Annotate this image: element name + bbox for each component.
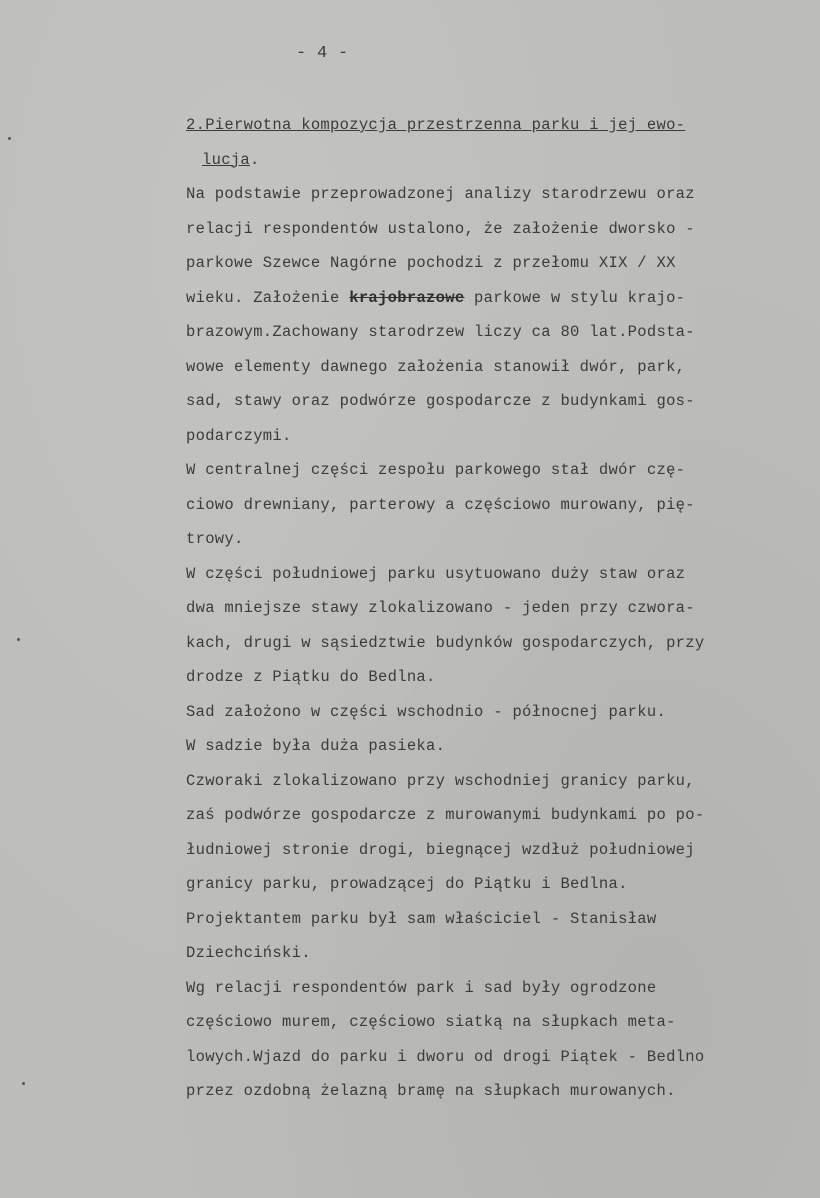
text-line: dwa mniejsze stawy zlokalizowano - jeden przy czwora- (186, 599, 695, 617)
text-line: Czworaki zlokalizowano przy wschodniej granicy parku, (186, 771, 695, 790)
text-line: W sadzie była duża pasieka. (186, 737, 446, 755)
page-number: - 4 - (296, 44, 349, 63)
text-line: relacji respondentów ustalono, że założenie dworsko - (186, 219, 695, 238)
text-segment: parkowe w stylu krajo- (464, 288, 686, 307)
text-line: wowe elementy dawnego założenia stanowił dwór, park, (186, 357, 686, 376)
text-line: W części południowej parku usytuowano duży staw oraz (186, 564, 686, 583)
section-heading: 2.Pierwotna kompozycja przestrzenna parku i jej ewo- (186, 116, 686, 134)
paragraph-lines (186, 177, 786, 1109)
text-line: parkowe Szewce Nagórne pochodzi z przełomu XIX / XX (186, 254, 676, 272)
text-line: kach, drugi w sąsiedztwie budynków gospodarczych, przy (186, 633, 705, 652)
text-line: ciowo drewniany, parterowy a częściowo murowany, pię- (186, 495, 695, 514)
margin-speck (17, 638, 20, 641)
text-line: trowy. (186, 530, 244, 548)
text-line: podarczymi. (186, 426, 292, 445)
text-line: zaś podwórze gospodarcze z murowanymi budynkami po po- (186, 806, 705, 824)
text-line: Dziechciński. (186, 944, 311, 962)
section-heading-suffix: . (250, 150, 260, 169)
text-line: Sad założono w części wschodnio - północnej parku. (186, 702, 667, 721)
text-segment: wieku. Założenie (186, 288, 350, 307)
text-line: W centralnej części zespołu parkowego stał dwór czę- (186, 461, 686, 479)
text-line: przez ozdobną żelazną bramę na słupkach murowanych. (186, 1082, 676, 1100)
text-line: drodze z Piątku do Bedlna. (186, 668, 436, 686)
text-line: granicy parku, prowadzącej do Piątku i Bedlna. (186, 875, 628, 893)
margin-speck (8, 137, 11, 140)
struck-out-word: krajobrazowe (349, 288, 465, 307)
margin-speck (22, 1082, 25, 1085)
text-line: lowych.Wjazd do parku i dworu od drogi Piątek - Bedlno (186, 1047, 705, 1066)
section-heading-word: lucja (202, 150, 251, 169)
text-line: Wg relacji respondentów park i sad były ogrodzone (186, 978, 657, 997)
text-line: częściowo murem, częściowo siatką na słupkach meta- (186, 1013, 676, 1031)
section-heading-continuation (186, 143, 786, 178)
text-line: sad, stawy oraz podwórze gospodarcze z budynkami gos- (186, 392, 695, 410)
text-line (186, 281, 786, 316)
text-line: Na podstawie przeprowadzonej analizy starodrzewu oraz (186, 185, 695, 203)
text-line: brazowym.Zachowany starodrzew liczy ca 80 lat.Podsta- (186, 323, 695, 341)
body-text (186, 108, 786, 1109)
text-line: Projektantem parku był sam właściciel - Stanisław (186, 909, 657, 928)
text-line: łudniowej stronie drogi, biegnącej wzdłuż południowej (186, 840, 695, 859)
